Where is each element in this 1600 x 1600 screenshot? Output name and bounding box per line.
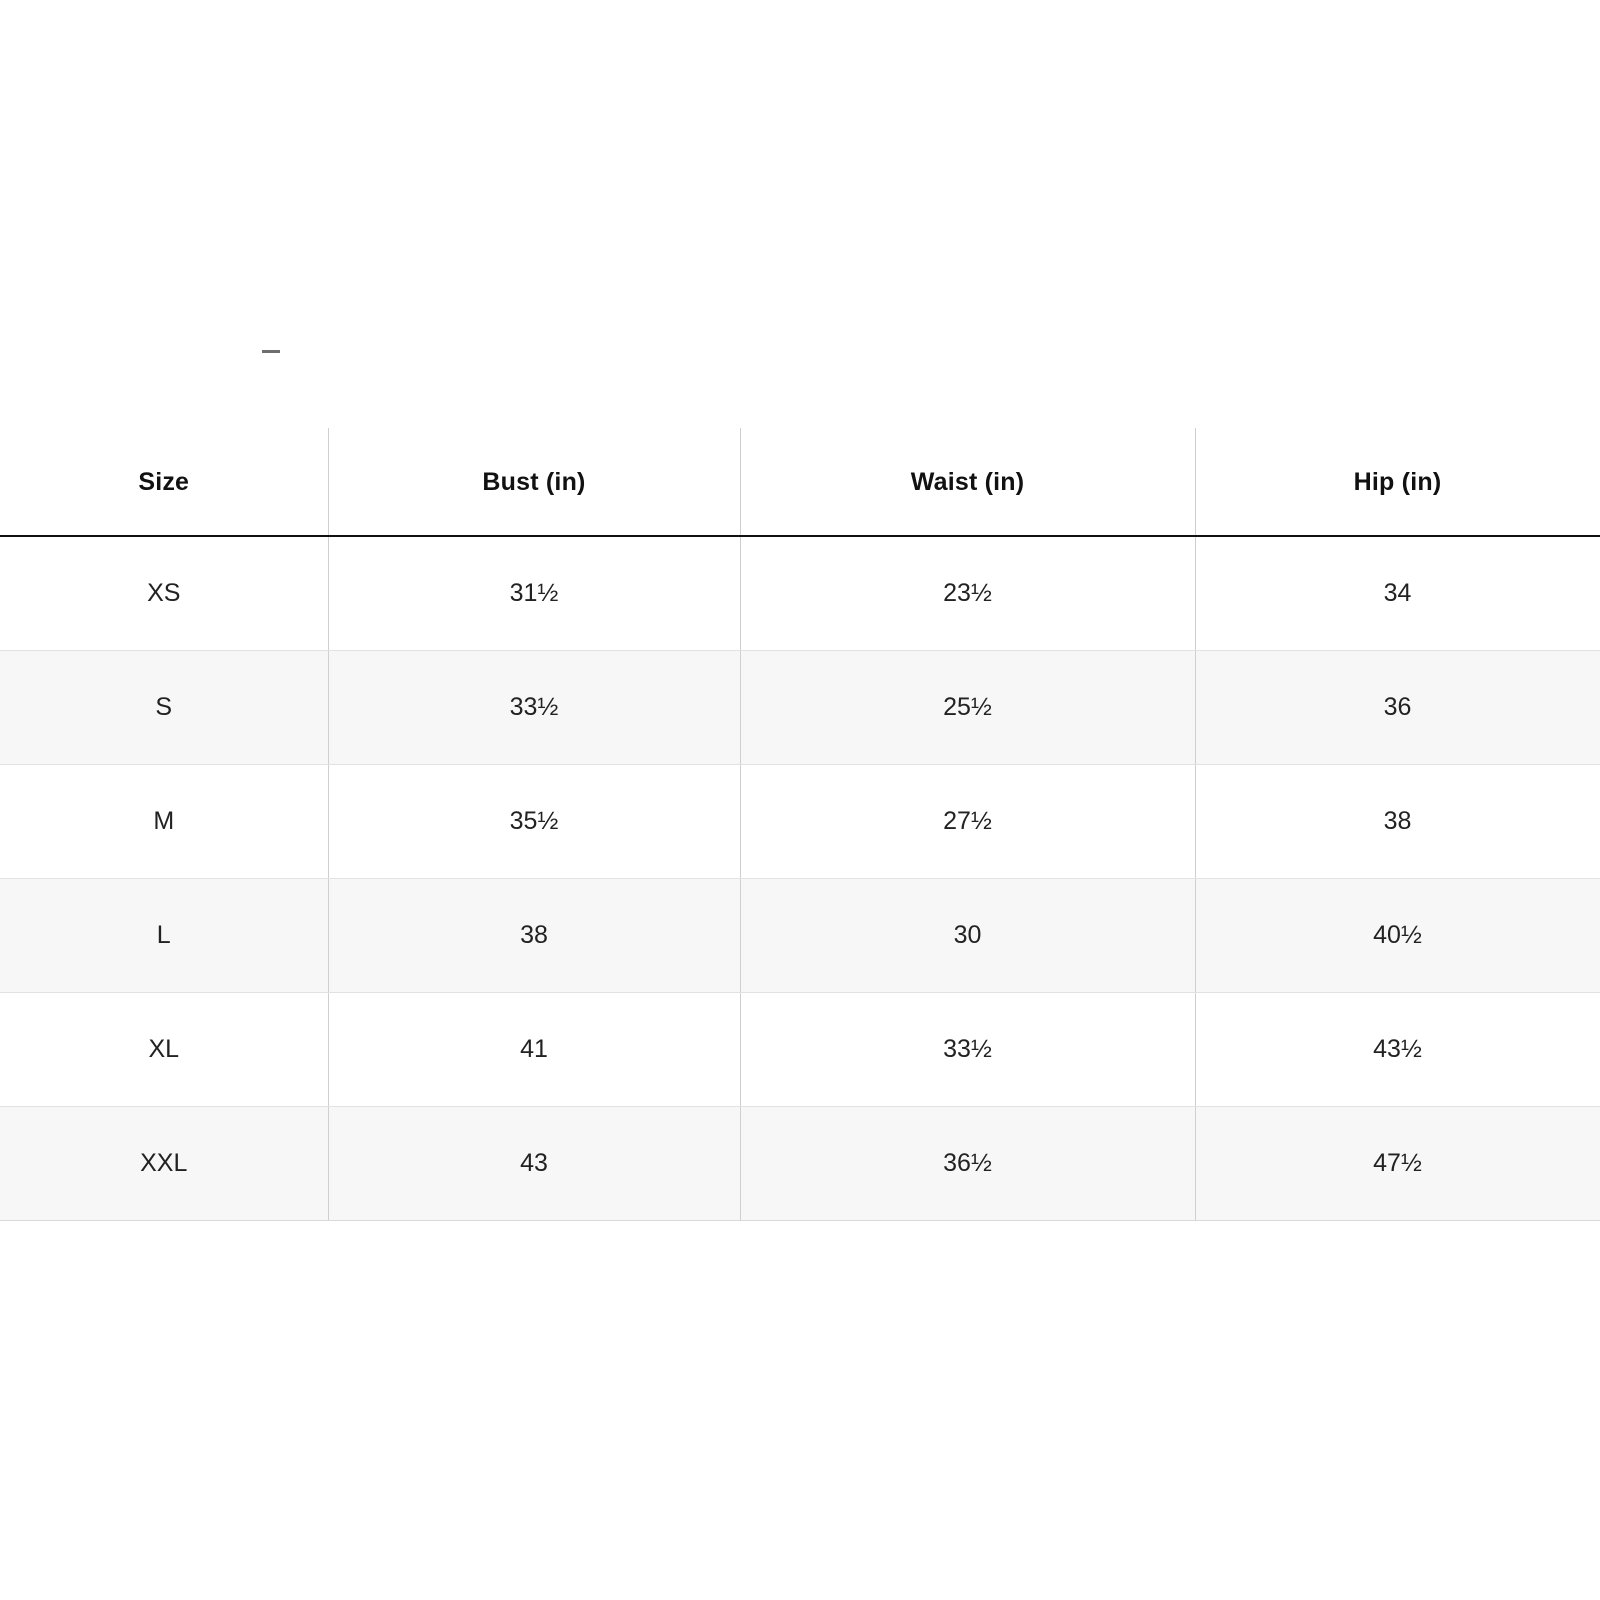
- table-row: [0, 651, 1600, 765]
- cell-hip: 38: [1195, 765, 1600, 879]
- table-body: [0, 536, 1600, 1221]
- size-chart-table: [0, 428, 1600, 1221]
- cell-hip: 40½: [1195, 879, 1600, 993]
- cell-hip: 34: [1195, 536, 1600, 651]
- cell-size: S: [0, 651, 328, 765]
- cell-waist: 36½: [740, 1107, 1195, 1221]
- cell-bust: 31½: [328, 536, 740, 651]
- cell-hip: 43½: [1195, 993, 1600, 1107]
- table-row: [0, 879, 1600, 993]
- table-row: [0, 765, 1600, 879]
- cell-waist: 23½: [740, 536, 1195, 651]
- column-header-waist: Waist (in): [740, 428, 1195, 536]
- cell-size: XS: [0, 536, 328, 651]
- cell-size: XL: [0, 993, 328, 1107]
- cell-size: L: [0, 879, 328, 993]
- table-row: [0, 1107, 1600, 1221]
- column-header-size: Size: [0, 428, 328, 536]
- table-row: [0, 993, 1600, 1107]
- cell-bust: 38: [328, 879, 740, 993]
- cell-waist: 27½: [740, 765, 1195, 879]
- cell-waist: 33½: [740, 993, 1195, 1107]
- cell-size: M: [0, 765, 328, 879]
- cell-bust: 41: [328, 993, 740, 1107]
- cell-bust: 35½: [328, 765, 740, 879]
- column-header-bust: Bust (in): [328, 428, 740, 536]
- cell-waist: 30: [740, 879, 1195, 993]
- cell-size: XXL: [0, 1107, 328, 1221]
- cell-waist: 25½: [740, 651, 1195, 765]
- table-row: [0, 536, 1600, 651]
- cell-hip: 36: [1195, 651, 1600, 765]
- cell-bust: 33½: [328, 651, 740, 765]
- table-header: [0, 428, 1600, 536]
- size-chart-table-container: [0, 428, 1600, 1221]
- stray-dash-mark: [262, 350, 280, 353]
- column-header-hip: Hip (in): [1195, 428, 1600, 536]
- table-header-row: [0, 428, 1600, 536]
- cell-hip: 47½: [1195, 1107, 1600, 1221]
- cell-bust: 43: [328, 1107, 740, 1221]
